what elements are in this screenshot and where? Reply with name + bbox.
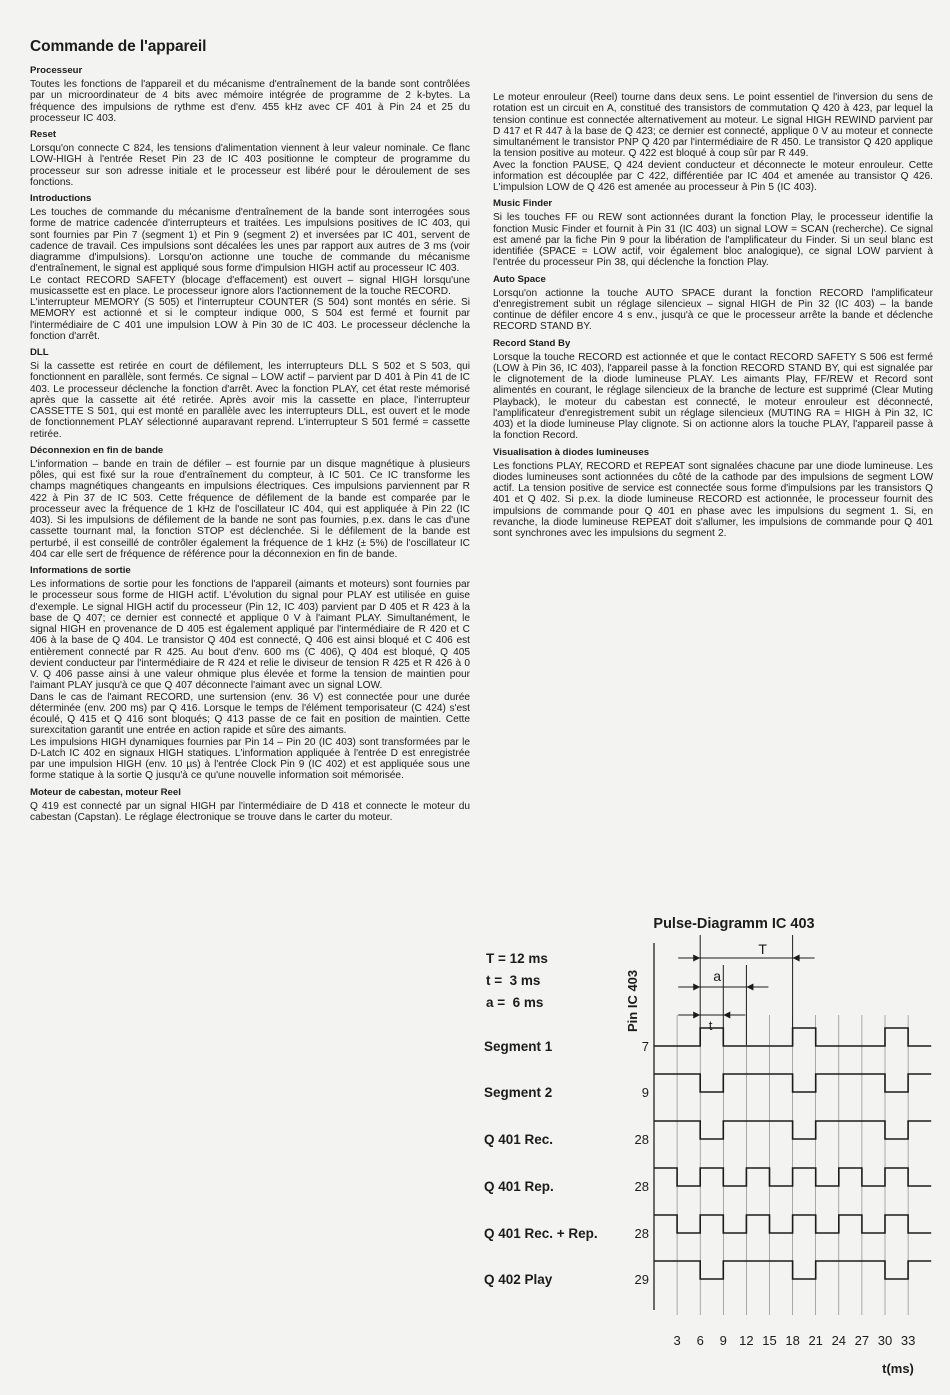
x-tick-27: 27 xyxy=(854,1333,870,1348)
waveform-4 xyxy=(654,1215,931,1233)
series-label-5: Q 402 Play xyxy=(484,1272,553,1287)
series-label-1: Segment 2 xyxy=(484,1085,553,1100)
section-heading: Moteur de cabestan, moteur Reel xyxy=(30,786,181,798)
x-tick-33: 33 xyxy=(900,1333,916,1348)
x-tick-6: 6 xyxy=(696,1333,704,1348)
section-body: Lorsqu'on actionne la touche AUTO SPACE durant la fonction RECORD l'amplificateur d'enregistrement subit un réglage silencieux – signal HIGH de Pin 32 (IC 403) – la bande continue de défiler encore 4 s env., jusqu'à ce que le processeur arrête la bande et déclenche RECORD STAND BY. xyxy=(493,287,933,333)
parameter-T: T = 12 ms xyxy=(486,951,548,966)
waveforms xyxy=(484,1028,931,1287)
t-label: t xyxy=(708,1018,713,1033)
section-left-4 xyxy=(30,445,470,560)
section-body: Les informations de sortie pour les fonctions de l'appareil (aimants et moteurs) sont fournies par le processeur sous forme de HIGH actif. L'évolution du signal pour PLAY est utilisée en guise d'exemple. Le signal HIGH actif du processeur (Pin 12, IC 403) parvient par D 405 et R 423 à la base de Q 407; ce dernier est connecté et applique 0 V à l'aimant PLAY. Simultanément, le signal HIGH en provenance de D 405 est également appliqué par l'intermédiaire de R 420 et C 406 à la base de Q 404. Le transistor Q 404 est connecté, Q 406 est ainsi bloqué et C 406 est entièrement connecté par R 425. Au bout d'env. 600 ms (C 406), Q 404 est bloqué, Q 405 devient conducteur par l'intermédiaire de R 424 et relie le diviseur de tension R 425 et R 426 à 0 V. Q 406 passe ainsi à une valeur ohmique plus élevée et forme la tension de maintien pour l'aimant PLAY jusqu'à ce que Q 407 déconnecte l'aimant avec un signal LOW. Dans le cas de l'aimant RECORD, une surtension (env. 36 V) est connectée pour une durée déterminée (env. 200 ms) par Q 416. Lorsque le temps de l'élément temporisateur (C 424) s'est écoulé, Q 415 et Q 416 sont bloqués; Q 413 passe de ce fait en position de maintien. Cette surexcitation garantit une entrée en action rapide et sûre des aimants. Les impulsions HIGH dynamiques fournies par Pin 14 – Pin 20 (IC 403) sont transformées par le D-Latch IC 402 en signaux HIGH statiques. L'information appliquée à l'entrée D est enregistrée par une impulsion HIGH (env. 10 µs) à l'entrée Clock Pin 9 (IC 402) et est appliquée sous une forme statique à la sortie Q jusqu'à ce qu'une nouvelle information soit mémorisée. xyxy=(30,579,470,782)
x-tick-21: 21 xyxy=(808,1333,823,1348)
x-tick-12: 12 xyxy=(739,1333,754,1348)
x-tick-9: 9 xyxy=(719,1333,727,1348)
section-body: Le moteur enrouleur (Reel) tourne dans deux sens. Le point essentiel de l'inversion du sens de rotation est un circuit en A, constitué des transistors de commutation Q 420 à 423, par lequel la tension continue est connectée alternativement au moteur. Le signal HIGH REWIND parvient par D 417 et R 447 à la base de Q 423; ce dernier est connecté, applique 0 V au moteur et connecte simultanément le transistor PNP Q 420 par l'intermédiaire de R 450. Le transistor Q 420 applique la tension positive au moteur. Q 422 est bloqué à coup sûr par R 449. Avec la fonction PAUSE, Q 424 devient conducteur et déconnecte le moteur enrouleur. Cette information est découplée par C 422, différentiée par IC 404 et amenée au transistor Q 426. L'impulsion LOW de Q 426 est amenée au processeur à Pin 5 (IC 403). xyxy=(493,92,933,193)
t-arrow-left xyxy=(693,1012,700,1019)
T-label: T xyxy=(758,941,767,957)
chart-xlabel: t(ms) xyxy=(882,1361,914,1376)
section-heading: Déconnexion en fin de bande xyxy=(30,444,164,456)
series-pin-2: 28 xyxy=(634,1132,649,1147)
section-right-0 xyxy=(493,92,933,193)
section-heading: Processeur xyxy=(30,65,83,76)
section-heading: Record Stand By xyxy=(493,337,571,349)
x-tick-labels xyxy=(673,1333,915,1348)
section-body: Les fonctions PLAY, RECORD et REPEAT sont signalées chacune par une diode lumineuse. Les diodes lumineuses sont actionnées du côté de la cathode par des impulsions de segment LOW actif. La tension positive de service est connectée sous forme d'impulsions par les transistors Q 401 et Q 402. Si p.ex. la diode lumineuse RECORD est actionnée, le processeur fournit des impulsions de commande pour Q 401 en phase avec les impulsions du segment 1. Si, en revanche, la diode lumineuse REPEAT doit s'allumer, les impulsions de commande pour Q 401 sont synchrones avec les impulsions du segment 2. xyxy=(493,460,933,539)
section-body: Si les touches FF ou REW sont actionnées durant la fonction Play, le processeur identifie la fonction Music Finder et fournit à Pin 31 (IC 403) un signal LOW = SCAN (recherche). Ce signal est amené par la fiche Pin 9 pour la libération de l'amplificateur du Finder. Si un seul blanc est identifiée (SPACE = LOW actif, voir également bloc analogique), ce signal LOW parvient à l'entrée du processeur Pin 38, qui déclenche la fonction Play. xyxy=(493,212,933,269)
section-left-5 xyxy=(30,565,470,782)
timing-gridlines xyxy=(654,943,908,1315)
waveform-2 xyxy=(654,1121,931,1139)
waveform-5 xyxy=(654,1261,931,1279)
section-right-2 xyxy=(493,274,933,333)
section-heading: Informations de sortie xyxy=(30,565,131,576)
section-heading: Visualisation à diodes lumineuses xyxy=(493,446,650,458)
section-body: Lorsqu'on connecte C 824, les tensions d'alimentation viennent à leur valeur nominale. Ce flanc LOW-HIGH à l'entrée Reset Pin 23 de IC 403 positionne le compteur de programme du processeur sur son adresse initiale et le processeur est libéré pour le déroulement de ses fonctions. xyxy=(30,143,470,188)
series-label-0: Segment 1 xyxy=(484,1039,553,1054)
parameter-a: a = 6 ms xyxy=(486,995,544,1010)
series-pin-3: 28 xyxy=(634,1179,649,1194)
pulse-diagram xyxy=(478,905,948,1395)
section-body: Q 419 est connecté par un signal HIGH par l'intermédiaire de D 418 et connecte le moteur du cabestan (Capstan). Le réglage électronique se trouve dans le carter du moteur. xyxy=(30,800,470,823)
right-column xyxy=(493,92,933,539)
T-arrow-left xyxy=(693,955,700,962)
T-arrow-right xyxy=(793,955,800,962)
a-arrow-left xyxy=(693,984,700,991)
section-heading: Auto Space xyxy=(493,273,546,285)
section-left-0 xyxy=(30,65,470,124)
section-right-4 xyxy=(493,447,933,540)
section-left-3 xyxy=(30,347,470,440)
series-pin-0: 7 xyxy=(641,1039,649,1054)
waveform-3 xyxy=(654,1168,931,1186)
article-title: Commande de l'appareil xyxy=(30,38,207,55)
section-body: Les touches de commande du mécanisme d'entraînement de la bande sont interrogées sous forme de matrice cadencée d'interrupteurs et traitées. Les impulsions positives de IC 403, qui sont fournies par Pin 7 (segment 1) et Pin 9 (segment 2) et inversées par IC 401, servent de cadence de travail. Ces impulsions sont décalées les unes par rapport aux autres de 3 ms (voir diagramme d'impulsions). Lorsqu'on actionne une touche de commande du mécanisme d'entraînement, le signal est appliqué sous forme d'impulsion HIGH actif au processeur IC 403. Le contact RECORD SAFETY (blocage d'effacement) est ouvert – signal HIGH lorsqu'une musicassette est en place. Le processeur ignore alors l'actionnement de la touche RECORD. L'interrupteur MEMORY (S 505) et l'interrupteur COUNTER (S 504) sont montés en série. Si MEMORY est actionné et si le compteur indique 000, S 504 est fermé et fournit par l'intermédiaire de C 401 une impulsion LOW à Pin 30 de IC 403. Le processeur déclenche la fonction d'arrêt. xyxy=(30,207,470,342)
pulse-diagram-svg xyxy=(478,905,948,1395)
section-left-2 xyxy=(30,193,470,342)
waveform-1 xyxy=(654,1074,931,1092)
chart-title: Pulse-Diagramm IC 403 xyxy=(653,916,815,932)
chart-ylabel: Pin IC 403 xyxy=(625,969,640,1032)
section-heading: Music Finder xyxy=(493,198,553,210)
section-left-6 xyxy=(30,787,470,824)
section-heading: DLL xyxy=(30,347,49,358)
series-label-4: Q 401 Rec. + Rep. xyxy=(484,1226,598,1241)
series-label-2: Q 401 Rec. xyxy=(484,1132,554,1147)
x-tick-30: 30 xyxy=(877,1333,893,1348)
left-column xyxy=(30,38,470,823)
a-label: a xyxy=(713,968,722,984)
section-body: L'information – bande en train de défiler – est fournie par un disque magnétique à plusieurs pôles, qui est fixé sur la roue d'entraînement du compteur, à IC 501. Ce IC transforme les champs magnétiques changeants en impulsions électriques. Ces impulsions parviennent par R 422 à Pin 37 de IC 503. Cette fréquence de défilement de la bande est comparée par le processeur avec la fréquence de 1 kHz de l'oscillateur IC 404, qui est appliquée à Pin 22 (IC 403). Si les impulsions de défilement de la bande ne sont pas fournies, p.ex. dans le cas d'une cassette tournant mal, la fonction STOP est déclenchée. Si le défilement de la bande est perturbé, il est conseillé de contrôler également la fréquence de 1 kHz (± 5%) de l'oscillateur IC 404 car elle sert de fréquence de référence pour la déconnexion en fin de bande. xyxy=(30,458,470,560)
series-pin-4: 28 xyxy=(634,1226,649,1241)
x-tick-3: 3 xyxy=(673,1333,681,1348)
series-pin-5: 29 xyxy=(634,1272,649,1287)
section-body: Si la cassette est retirée en court de défilement, les interrupteurs DLL S 502 et S 503, qui fonctionnent en parallèle, sont fermés. Ce signal – LOW actif – parvient par D 401 à Pin 41 de IC 403. Le processeur déclenche la fonction d'arrêt. Avec la fonction PLAY, cet état reste mémorisé après que la cassette ait été retirée. Après avoir mis la cassette en place, l'interrupteur CASSETTE S 501, qui est monté en parallèle avec les interrupteurs DLL, est ouvert et le mode de fonctionnement PLAY sélectionné auparavant reprend. L'interrupteur S 501 fermé = cassette retirée. xyxy=(30,361,470,440)
section-heading: Introductions xyxy=(30,193,92,204)
series-pin-1: 9 xyxy=(641,1085,649,1100)
section-body: Lorsque la touche RECORD est actionnée et que le contact RECORD SAFETY S 506 est fermé (LOW à Pin 36, IC 403), l'appareil passe à la fonction RECORD STAND BY, qui est signalée par le clignotement de la diode lumineuse PLAY. Les aimants Play, FF/REW et Record sont alimentés en courant, le réglage silencieux de la branche de lecture est supprimé (Clear Muting Playback), le moteur du cabestan est connecté, le moteur enrouleur est déconnecté, l'amplificateur d'enregistrement subit un réglage silencieux (MUTING RA = HIGH à Pin 32, IC 403) et la diode lumineuse Play clignote. Si on actionne alors la touche PLAY, l'appareil passe à la fonction Record. xyxy=(493,351,933,442)
a-arrow-right xyxy=(746,984,753,991)
x-tick-18: 18 xyxy=(785,1333,800,1348)
section-left-1 xyxy=(30,129,470,188)
x-tick-24: 24 xyxy=(831,1333,847,1348)
series-label-3: Q 401 Rep. xyxy=(484,1179,554,1194)
section-right-3 xyxy=(493,338,933,442)
t-arrow-right xyxy=(723,1012,730,1019)
parameter-t: t = 3 ms xyxy=(486,973,541,988)
section-right-1 xyxy=(493,198,933,268)
section-heading: Reset xyxy=(30,129,57,140)
x-tick-15: 15 xyxy=(762,1333,777,1348)
section-body: Toutes les fonctions de l'appareil et du mécanisme d'entraînement de la bande sont contrôlées par un microordinateur de 4 bits avec mémoire intégrée de programme de 2 k-bytes. La fréquence des impulsions de rythme est d'env. 455 kHz avec CF 401 à Pin 24 et 25 du processeur IC 403. xyxy=(30,79,470,124)
